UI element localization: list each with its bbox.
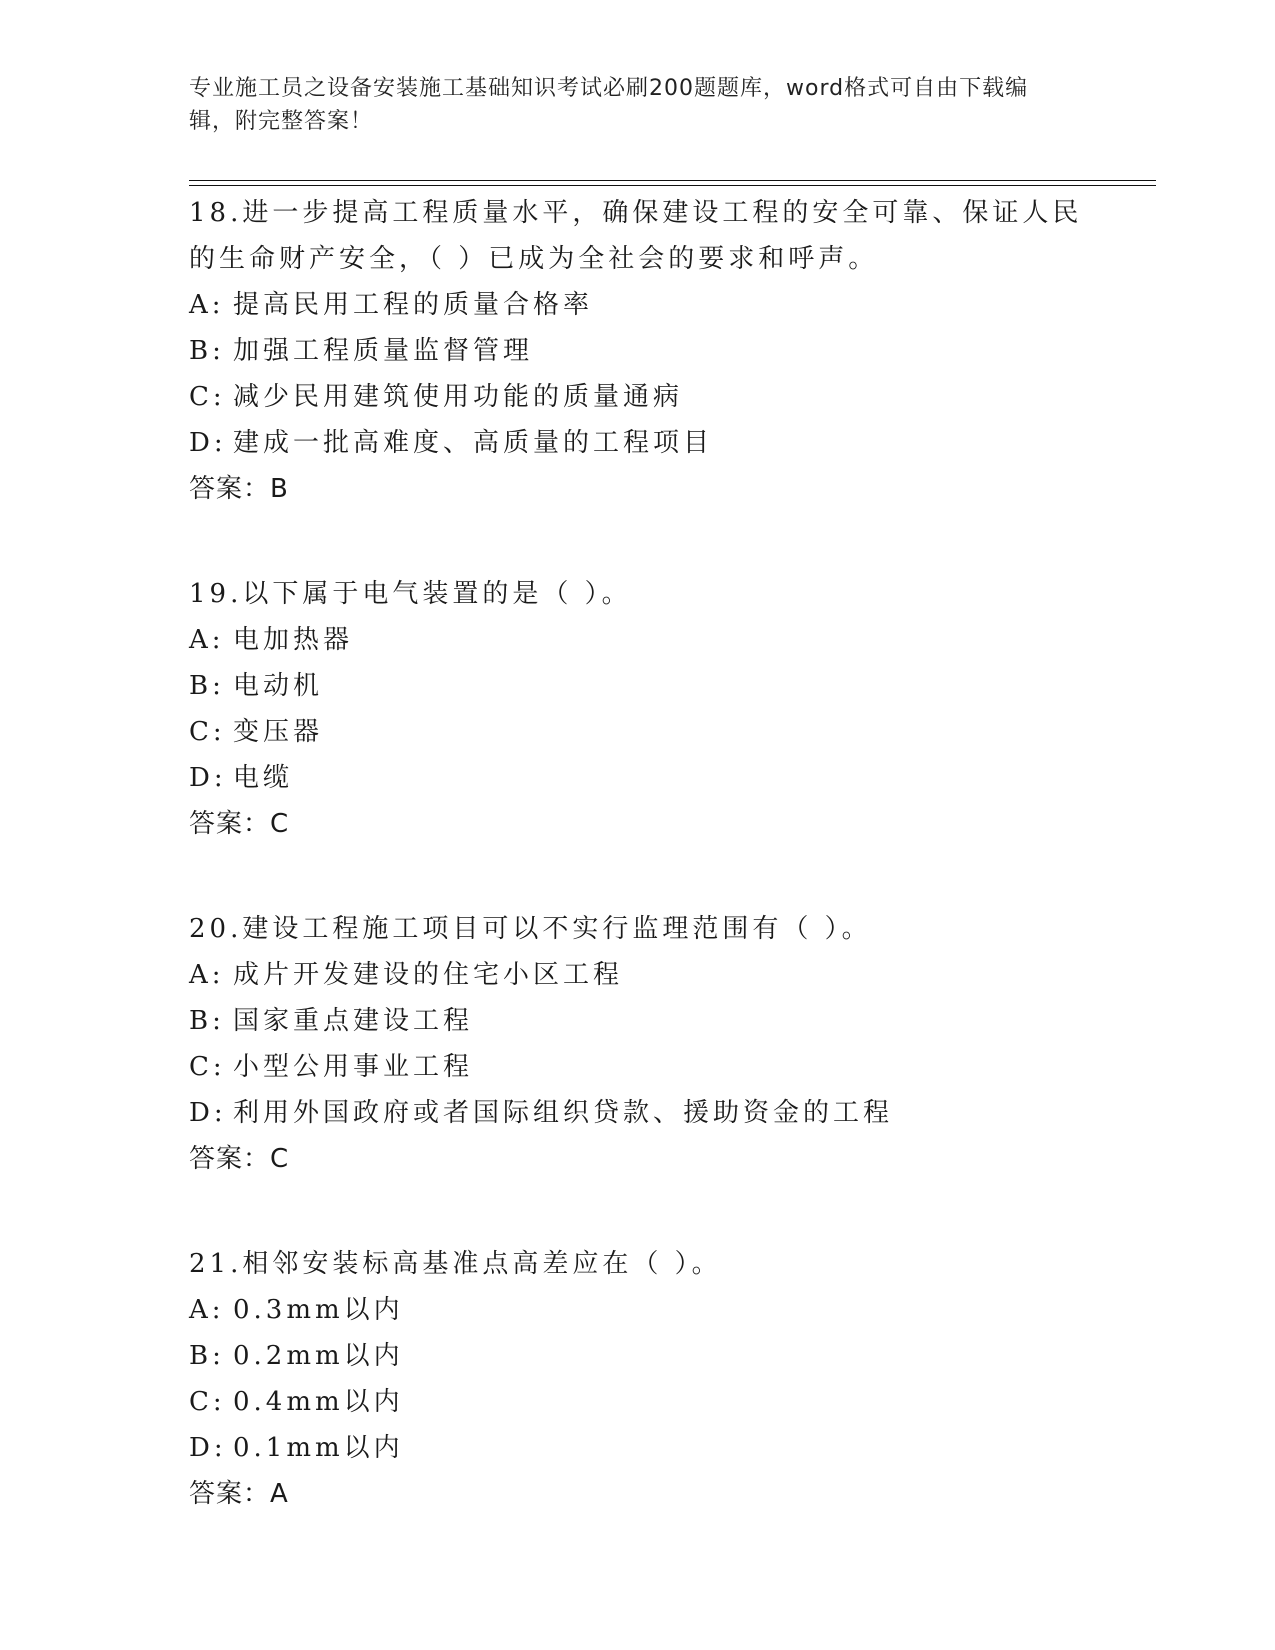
option-a	[189, 617, 1089, 663]
option-text: 0.2mm以内	[233, 1341, 404, 1371]
option-b	[189, 328, 1089, 374]
option-key: C:	[189, 1052, 226, 1082]
header-divider-top	[189, 180, 1156, 181]
option-key: B:	[189, 1341, 225, 1371]
question-stem: 20.建设工程施工项目可以不实行监理范围有（ ）。	[189, 914, 872, 944]
option-text: 国家重点建设工程	[233, 1006, 474, 1036]
option-key: C:	[189, 717, 226, 747]
option-b	[189, 663, 1089, 709]
option-text: 提高民用工程的质量合格率	[233, 290, 594, 320]
question-20	[189, 902, 1089, 1182]
answer-line: 答案：B	[189, 474, 289, 504]
option-key: A:	[189, 290, 225, 320]
option-key: A:	[189, 960, 225, 990]
option-c	[189, 1044, 1089, 1090]
option-c	[189, 709, 1089, 755]
option-text: 电动机	[233, 671, 324, 701]
option-text: 电缆	[233, 763, 294, 793]
option-text: 电加热器	[233, 625, 354, 655]
option-key: A:	[189, 1295, 225, 1325]
option-text: 0.4mm以内	[233, 1387, 404, 1417]
option-text: 建成一批高难度、高质量的工程项目	[233, 428, 714, 458]
option-d	[189, 1425, 1089, 1471]
answer-line: 答案：C	[189, 1144, 290, 1174]
option-key: D:	[189, 1433, 227, 1463]
option-text: 0.3mm以内	[233, 1295, 404, 1325]
option-key: D:	[189, 428, 227, 458]
option-a	[189, 952, 1089, 998]
option-text: 小型公用事业工程	[233, 1052, 474, 1082]
option-b	[189, 998, 1089, 1044]
option-a	[189, 1287, 1089, 1333]
option-key: D:	[189, 763, 227, 793]
option-c	[189, 374, 1089, 420]
option-text: 加强工程质量监督管理	[233, 336, 534, 366]
question-21	[189, 1237, 1089, 1517]
question-stem: 19.以下属于电气装置的是（ ）。	[189, 579, 632, 609]
answer-line: 答案：A	[189, 1479, 289, 1509]
option-key: C:	[189, 382, 226, 412]
question-list	[189, 186, 1089, 1572]
question-19	[189, 567, 1089, 847]
option-text: 成片开发建设的住宅小区工程	[233, 960, 624, 990]
option-text: 利用外国政府或者国际组织贷款、援助资金的工程	[233, 1098, 894, 1128]
option-text: 减少民用建筑使用功能的质量通病	[233, 382, 684, 412]
option-key: B:	[189, 671, 225, 701]
option-text: 0.1mm以内	[233, 1433, 404, 1463]
option-d	[189, 1090, 1089, 1136]
document-header: 专业施工员之设备安装施工基础知识考试必刷200题题库，word格式可自由下载编辑，附完整答案！	[189, 76, 1029, 134]
option-key: A:	[189, 625, 225, 655]
option-b	[189, 1333, 1089, 1379]
question-stem: 21.相邻安装标高基准点高差应在（ ）。	[189, 1249, 722, 1279]
option-key: B:	[189, 1006, 225, 1036]
option-key: B:	[189, 336, 225, 366]
option-c	[189, 1379, 1089, 1425]
option-text: 变压器	[233, 717, 324, 747]
answer-line: 答案：C	[189, 809, 290, 839]
option-d	[189, 755, 1089, 801]
option-key: D:	[189, 1098, 227, 1128]
option-key: C:	[189, 1387, 226, 1417]
question-18	[189, 186, 1089, 512]
option-a	[189, 282, 1089, 328]
question-stem: 18.进一步提高工程质量水平，确保建设工程的安全可靠、保证人民的生命财产安全，（ ）已成为全社会的要求和呼声。	[189, 198, 1083, 274]
option-d	[189, 420, 1089, 466]
